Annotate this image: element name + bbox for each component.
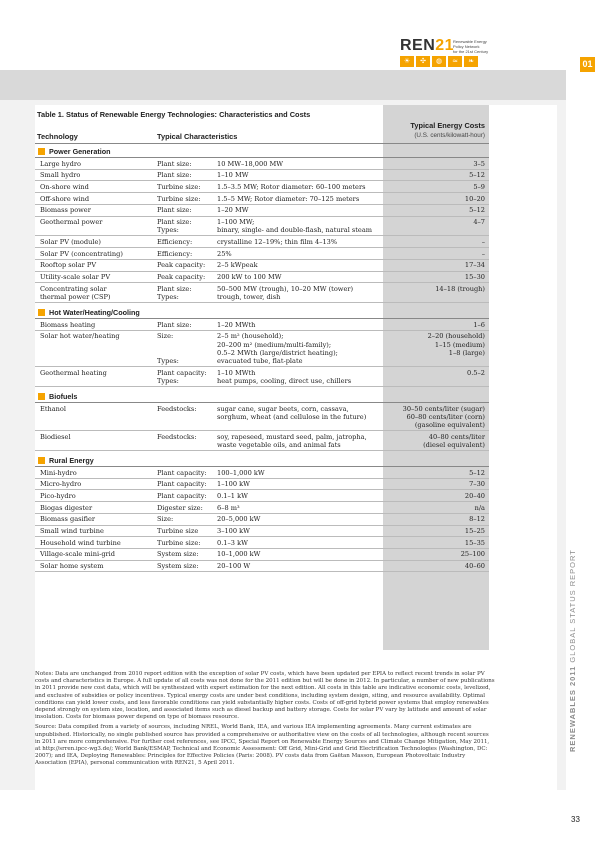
- technology-cell: Utility-scale solar PV: [40, 273, 111, 281]
- cost-cell: 0.5–2: [467, 368, 485, 377]
- characteristic-label-cell: Plant capacity:: [157, 491, 207, 500]
- characteristic-value-cell: 1–10 MWth heat pumps, cooling, direct use, chillers: [217, 368, 352, 385]
- table-row: [35, 433, 489, 452]
- characteristic-value-cell: 20–5,000 kW: [217, 515, 261, 524]
- row-rule: [35, 216, 489, 217]
- characteristic-label-cell: System size:: [157, 550, 199, 559]
- cost-cell: 15–35: [464, 538, 485, 547]
- table-row: [35, 285, 489, 304]
- characteristic-label-cell: Feedstocks:: [157, 432, 197, 441]
- characteristic-label-cell: Plant size:: [157, 320, 192, 329]
- water-icon: ◍: [432, 56, 446, 67]
- table-row: [35, 332, 489, 367]
- cost-cell: 2–20 (household) 1–15 (medium) 1–8 (large): [427, 332, 485, 357]
- row-rule: [35, 259, 489, 260]
- characteristic-value-cell: 25%: [217, 249, 232, 258]
- row-rule: [35, 169, 489, 170]
- table-title: Table 1. Status of Renewable Energy Technologies: Characteristics and Costs: [37, 110, 311, 119]
- logo-wordmark: REN21: [400, 37, 455, 54]
- cost-cell: 17–34: [464, 261, 485, 270]
- row-rule: [35, 366, 489, 367]
- characteristic-value-cell: 1–100 kW: [217, 480, 250, 489]
- technology-cell: Household wind turbine: [40, 538, 121, 547]
- column-header-costs: Typical Energy Costs: [410, 121, 485, 130]
- characteristic-label-cell: Turbine size:: [157, 194, 201, 203]
- section-title: Rural Energy: [49, 456, 94, 465]
- cost-cell: 7–30: [469, 480, 485, 489]
- row-rule: [35, 478, 489, 479]
- characteristic-label-cell: Efficiency:: [157, 237, 193, 246]
- header-rule: [35, 143, 489, 144]
- cost-cell: 8–12: [469, 515, 485, 524]
- characteristic-label-cell: Peak capacity:: [157, 273, 206, 281]
- cost-cell: –: [481, 249, 485, 258]
- column-header-technology: Technology: [37, 132, 78, 141]
- section-title: Power Generation: [49, 147, 111, 156]
- characteristic-label-cell: Feedstocks:: [157, 404, 197, 413]
- section-title: Biofuels: [49, 392, 78, 401]
- ren21-logo: [400, 37, 500, 67]
- characteristic-label-cell: Efficiency:: [157, 249, 193, 258]
- column-header-costs-unit: (U.S. cents/kilowatt-hour): [414, 132, 485, 139]
- row-rule: [35, 204, 489, 205]
- technology-cell: Biomass gasifier: [40, 515, 96, 524]
- technology-cell: Large hydro: [40, 159, 81, 168]
- row-rule: [35, 235, 489, 236]
- cost-cell: 10–20: [464, 194, 485, 203]
- characteristic-value-cell: 1–20 MW: [217, 206, 249, 215]
- technology-cell: Solar PV (module): [40, 237, 101, 246]
- cost-cell: 15–30: [464, 273, 485, 281]
- row-rule: [35, 560, 489, 561]
- running-title: RENEWABLES 2011 GLOBAL STATUS REPORT: [568, 549, 577, 752]
- characteristic-value-cell: 20–100 W: [217, 562, 251, 571]
- page-header: [0, 0, 595, 70]
- characteristic-label-cell: Plant capacity:: [157, 480, 207, 489]
- characteristic-label-cell: Size: Types:: [157, 332, 179, 365]
- technology-cell: Biogas digester: [40, 503, 93, 512]
- characteristic-label-cell: Plant size:: [157, 171, 192, 180]
- characteristic-value-cell: 1.5–5 MW; Rotor diameter: 70–125 meters: [217, 194, 360, 203]
- page-background-top: [0, 70, 566, 100]
- technology-cell: Biomass heating: [40, 320, 96, 329]
- section-header: [35, 146, 489, 157]
- leaf-icon: ❧: [464, 56, 478, 67]
- cost-cell: 5–12: [469, 206, 485, 215]
- cost-cell: n/a: [474, 503, 485, 512]
- logo-icon-strip: [400, 56, 478, 67]
- cost-cell: 5–9: [473, 182, 485, 191]
- row-rule: [35, 501, 489, 502]
- technology-cell: Solar hot water/heating: [40, 332, 120, 341]
- characteristic-value-cell: crystalline 12–19%; thin film 4–13%: [217, 237, 338, 246]
- cost-cell: 15–25: [464, 527, 485, 535]
- cost-cell: 1–6: [473, 320, 485, 329]
- cost-cell: –: [481, 237, 485, 246]
- technology-cell: Geothermal power: [40, 218, 103, 226]
- technology-cell: Micro-hydro: [40, 480, 82, 489]
- characteristic-value-cell: 200 kW to 100 MW: [217, 273, 282, 281]
- characteristic-value-cell: sugar cane, sugar beets, corn, cassava, sorghum, wheat (and cellulose in the future): [217, 404, 367, 421]
- characteristic-label-cell: Plant capacity: Types:: [157, 368, 207, 385]
- characteristic-value-cell: 0.1–1 kW: [217, 491, 248, 500]
- cost-cell: 40–60: [464, 562, 485, 571]
- sun-icon: ☀: [400, 56, 414, 67]
- row-rule: [35, 513, 489, 514]
- wind-icon: ✣: [416, 56, 430, 67]
- cost-cell: 3–5: [473, 159, 485, 168]
- logo-tagline: Renewable Energy Policy Network for the 21st Century: [453, 39, 489, 54]
- section-marker-icon: [38, 457, 45, 464]
- characteristic-value-cell: 1.5–3.5 MW; Rotor diameter: 60–100 meters: [217, 182, 366, 191]
- section-marker-icon: [38, 393, 45, 400]
- section-header: [35, 391, 489, 402]
- characteristic-value-cell: 50–500 MW (trough), 10–20 MW (tower) trough, tower, dish: [217, 284, 354, 301]
- technology-cell: Solar home system: [40, 562, 104, 571]
- section-rule: [35, 318, 489, 319]
- cost-cell: 25–100: [460, 550, 485, 559]
- cost-cell: 14–18 (trough): [435, 284, 485, 293]
- row-rule: [35, 536, 489, 537]
- section-header: [35, 307, 489, 318]
- characteristic-label-cell: Plant capacity:: [157, 468, 207, 477]
- technology-cell: Ethanol: [40, 404, 66, 413]
- chapter-tab: 01: [580, 57, 595, 72]
- technology-cell: Small hydro: [40, 171, 81, 180]
- characteristic-label-cell: Plant size:: [157, 206, 192, 215]
- technology-cell: Solar PV (concentrating): [40, 249, 123, 258]
- section-header: [35, 455, 489, 466]
- section-rule: [35, 157, 489, 158]
- technology-cell: Small wind turbine: [40, 527, 104, 535]
- technology-cell: On-shore wind: [40, 182, 89, 191]
- characteristic-value-cell: 10–1,000 kW: [217, 550, 261, 559]
- technology-cell: Concentrating solar thermal power (CSP): [40, 284, 111, 301]
- technology-cell: Rooftop solar PV: [40, 261, 97, 270]
- technology-cell: Pico-hydro: [40, 491, 76, 500]
- row-rule: [35, 571, 489, 572]
- cost-cell: 30–50 cents/liter (sugar) 60–80 cents/liter (corn) (gasoline equivalent): [402, 404, 485, 429]
- table-row: [35, 218, 489, 237]
- characteristic-value-cell: 0.1–3 kW: [217, 538, 248, 547]
- cost-cell: 40–80 cents/liter (diesel equivalent): [423, 432, 485, 449]
- row-rule: [35, 450, 489, 451]
- characteristic-label-cell: Turbine size:: [157, 538, 201, 547]
- technology-cell: Off-shore wind: [40, 194, 90, 203]
- section-marker-icon: [38, 309, 45, 316]
- characteristic-label-cell: Peak capacity:: [157, 261, 206, 270]
- row-rule: [35, 271, 489, 272]
- row-rule: [35, 386, 489, 387]
- characteristic-label-cell: Digester size:: [157, 503, 203, 512]
- notes-paragraph: Notes: Data are unchanged from 2010 report edition with the exception of solar PV costs, which have been updated per EPIA to reflect recent trends in solar PV costs and characteristics in Europe. A full update of all costs was not done for the 2011 edition but will be done in 2012. In particular, a number of new publications in 2011 provide new cost data, which will be synthesized with expert estimation for the next edition. All costs in this table are indicative economic costs, levelized, and exclusive of subsidies or policy incentives. Typical energy costs are under best conditions, including system design, siting, and resource availability. Optimal conditions can yield lower costs, and less favorable conditions can yield substantially higher costs. Costs of off-grid hybrid power systems that employ renewables depend strongly on system size, location, and associated items such as diesel backup and battery storage. Costs for solar PV vary by latitude and amount of solar insolation. Costs for biomass power depend on type of biomass resource.: [35, 671, 495, 721]
- cost-cell: 20–40: [464, 491, 485, 500]
- row-rule: [35, 489, 489, 490]
- row-rule: [35, 525, 489, 526]
- row-rule: [35, 180, 489, 181]
- characteristic-value-cell: 6–8 m³: [217, 503, 240, 512]
- section-rule: [35, 402, 489, 403]
- row-rule: [35, 330, 489, 331]
- technology-cell: Biomass power: [40, 206, 91, 215]
- column-header-characteristics: Typical Characteristics: [157, 132, 238, 141]
- row-rule: [35, 302, 489, 303]
- row-rule: [35, 247, 489, 248]
- characteristic-label-cell: Plant size:: [157, 159, 192, 168]
- source-paragraph: Source: Data compiled from a variety of sources, including NREL, World Bank, IEA, and various IEA implementing agreements. Many current estimates are unpublished. Historically, no single published source has provided a comprehensive or authoritative view on the costs of all technologies, although recent sources in 2011 are more comprehensive. For further cost references, see IPCC, Special Report on Renewable Energy Sources and Climate Change Mitigation, May 2011, at http://srren.ipcc-wg3.de/; World Bank/ESMAP, Technical and Economic Assessment: Off Grid, Mini-Grid and Grid Electrification Technologies (Washington, DC: 2007); and IEA, Deploying Renewables: Principles for Effective Policies (Paris: 2008). PV costs data from Gaëtan Masson, European Photovoltaic Industry Association (EPIA), personal communication with REN21, 5 April 2011.: [35, 724, 490, 767]
- row-rule: [35, 192, 489, 193]
- characteristic-label-cell: System size:: [157, 562, 199, 571]
- technology-cell: Village-scale mini-grid: [40, 550, 116, 559]
- technology-cell: Mini-hydro: [40, 468, 77, 477]
- table-row: [35, 405, 489, 432]
- section-marker-icon: [38, 148, 45, 155]
- characteristic-value-cell: 100–1,000 kW: [217, 468, 265, 477]
- cost-cell: 5–12: [469, 171, 485, 180]
- page-number: 33: [571, 815, 580, 824]
- content-panel: [35, 105, 557, 795]
- row-rule: [35, 430, 489, 431]
- characteristic-value-cell: 1–100 MW; binary, single- and double-flash, natural steam: [217, 218, 373, 235]
- row-rule: [35, 548, 489, 549]
- cost-cell: 4–7: [473, 218, 485, 226]
- characteristic-value-cell: soy, rapeseed, mustard seed, palm, jatropha, waste vegetable oils, and animal fats: [217, 432, 367, 449]
- wave-icon: ≈: [448, 56, 462, 67]
- characteristic-label-cell: Plant size: Types:: [157, 218, 192, 235]
- characteristic-label-cell: Turbine size:: [157, 182, 201, 191]
- section-rule: [35, 466, 489, 467]
- characteristic-label-cell: Turbine size: [157, 527, 199, 535]
- table-notes: [35, 671, 495, 771]
- characteristic-label-cell: Plant size: Types:: [157, 284, 192, 301]
- characteristic-value-cell: 10 MW–18,000 MW: [217, 159, 284, 168]
- characteristic-label-cell: Size:: [157, 515, 174, 524]
- characteristic-value-cell: 1–10 MW: [217, 171, 249, 180]
- technology-cell: Biodiesel: [40, 432, 71, 441]
- table-row: [35, 369, 489, 388]
- technology-cell: Geothermal heating: [40, 368, 107, 377]
- characteristic-value-cell: 3–100 kW: [217, 527, 250, 535]
- characteristic-value-cell: 2–5 m² (household); 20–200 m² (medium/multi-family); 0.5–2 MWth (large/district heating); evacuated tube, flat-plate: [217, 332, 338, 365]
- row-rule: [35, 282, 489, 283]
- characteristic-value-cell: 1–20 MWth: [217, 320, 256, 329]
- cost-cell: 5–12: [469, 468, 485, 477]
- characteristic-value-cell: 2–5 kWpeak: [217, 261, 258, 270]
- section-title: Hot Water/Heating/Cooling: [49, 308, 140, 318]
